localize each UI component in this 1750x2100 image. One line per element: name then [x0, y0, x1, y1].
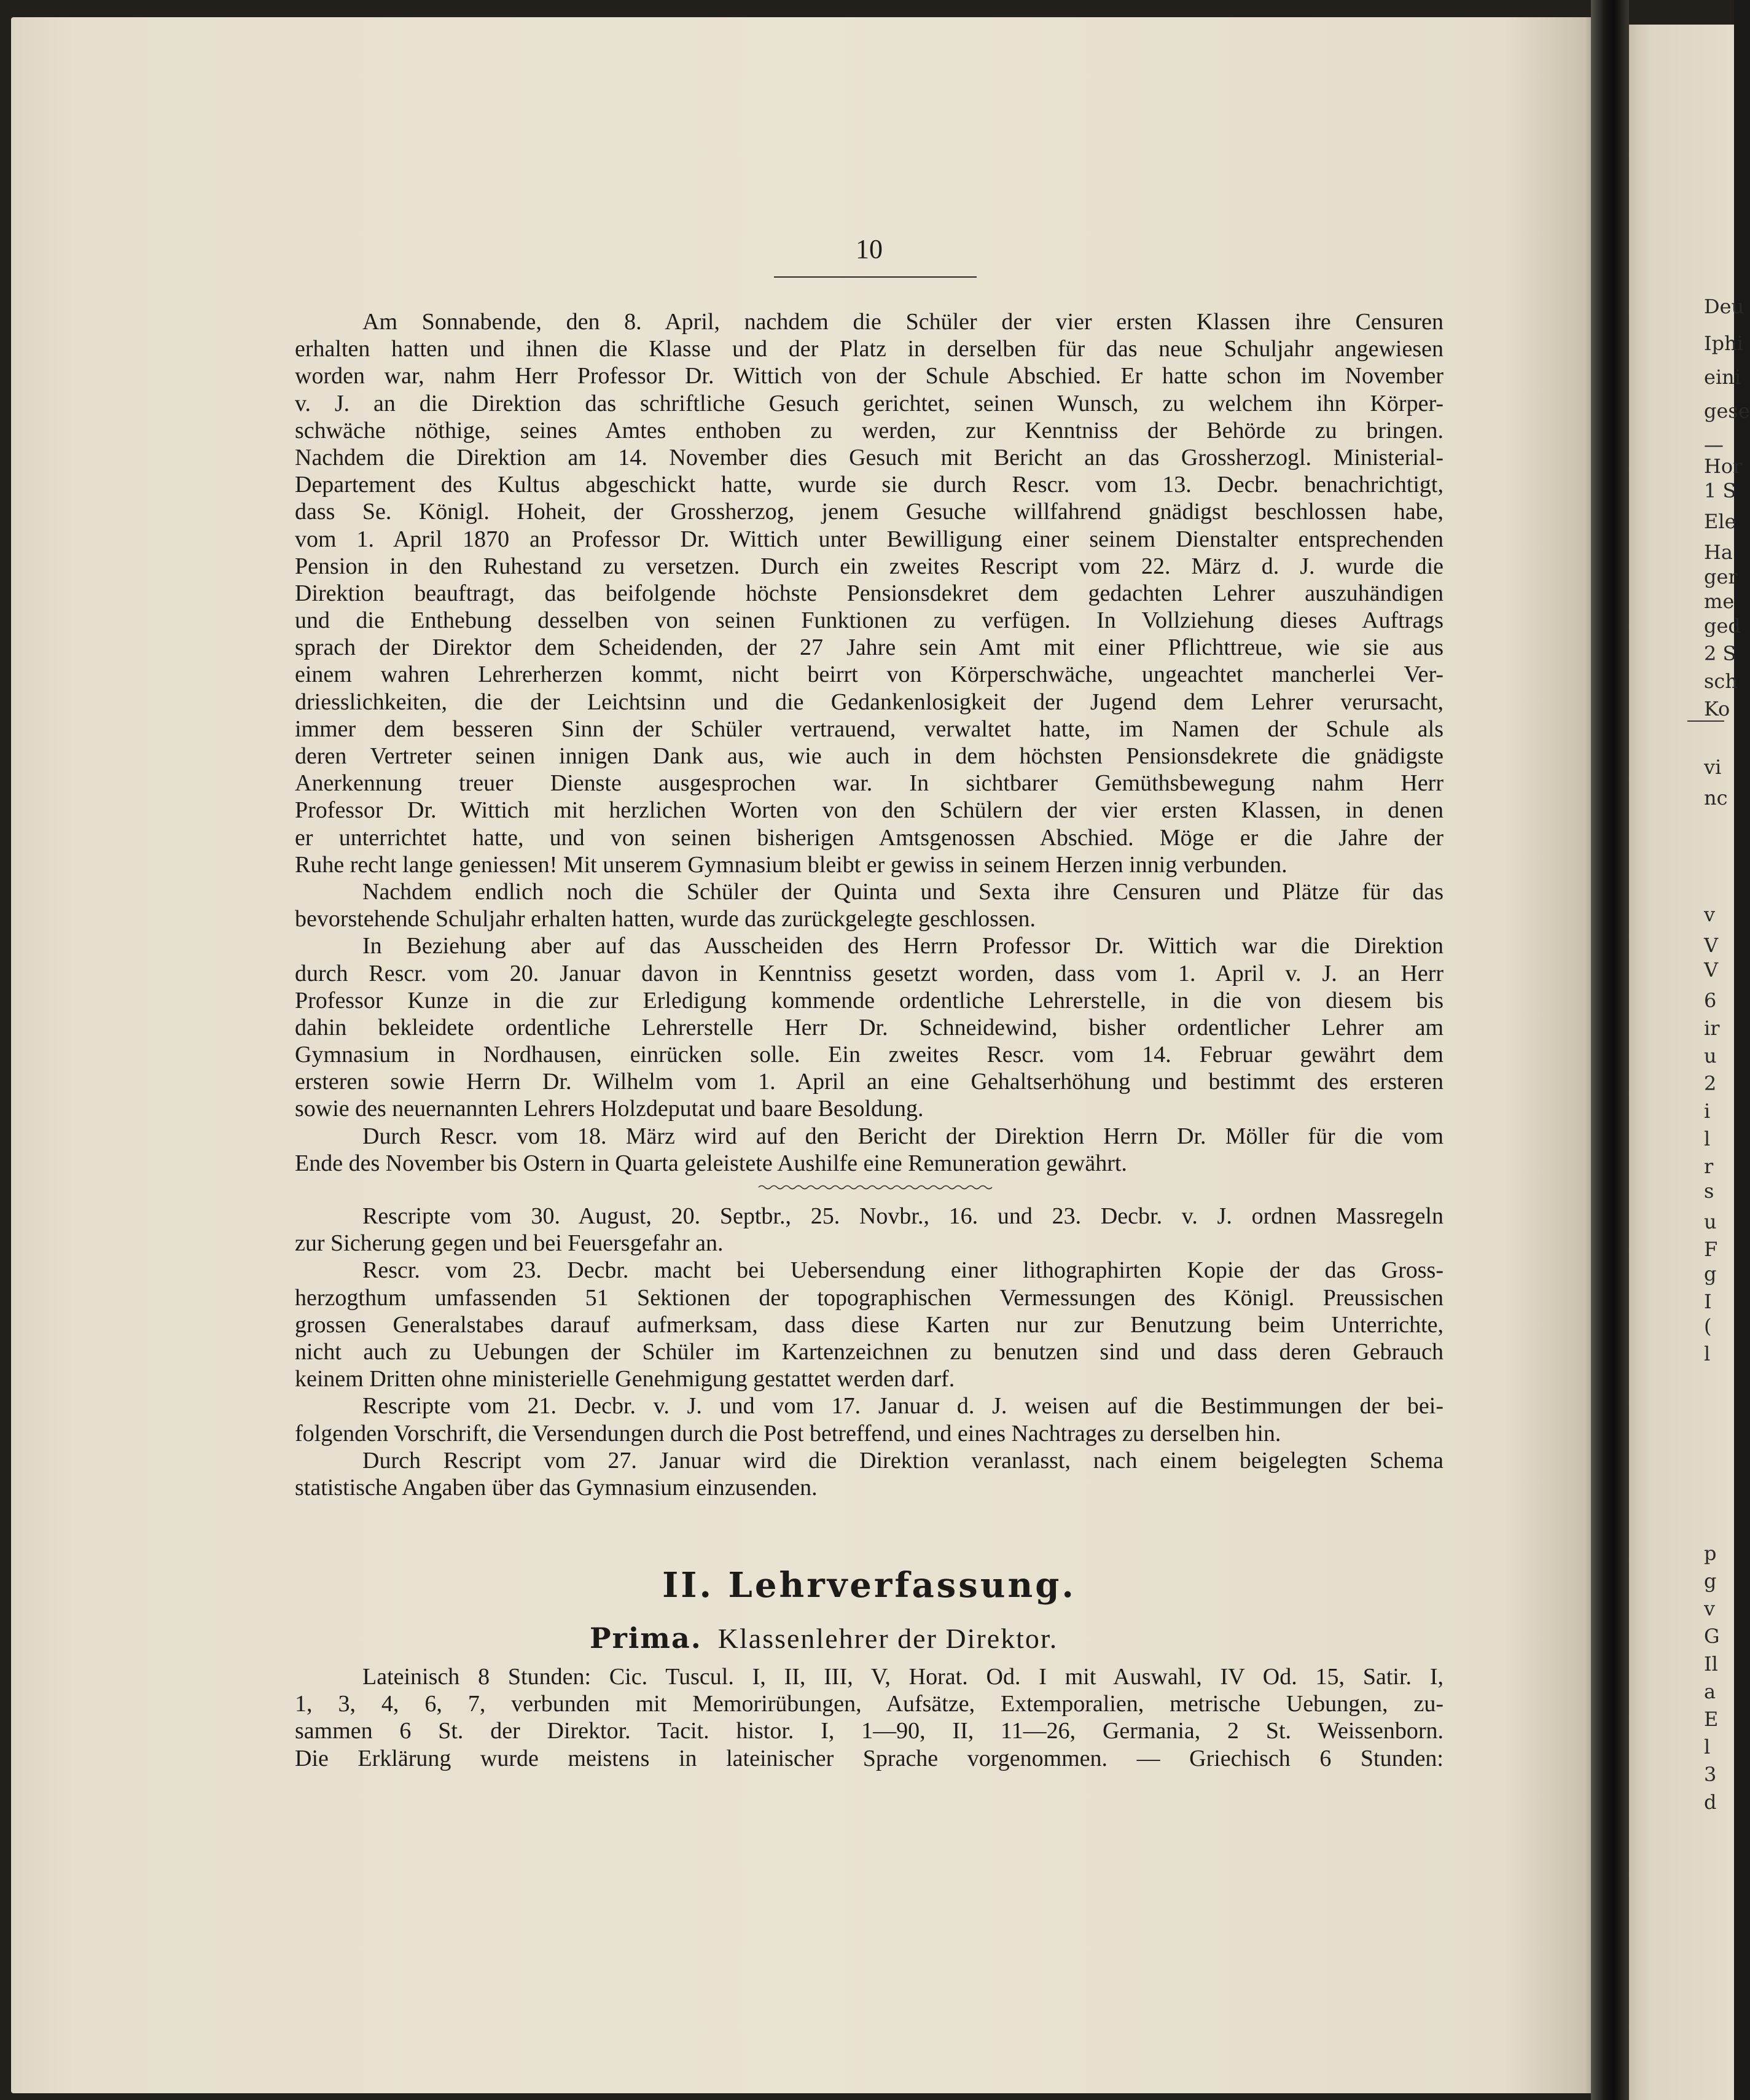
- class-name: Prima.: [590, 1622, 702, 1655]
- text-line: dass Se. Königl. Hoheit, der Grossherzog, jenem Gesuche willfahrend gnädigst beschlossen habe,: [295, 499, 1443, 525]
- right-page-fragment: u: [1704, 1044, 1717, 1068]
- right-page-fragment: v: [1704, 1597, 1716, 1620]
- text-line: statistische Angaben über das Gymnasium einzusenden.: [295, 1474, 818, 1501]
- text-line: keinem Dritten ohne ministerielle Genehmigung gestattet werden darf.: [295, 1366, 955, 1392]
- right-page-fragment: E: [1704, 1708, 1719, 1731]
- text-line: Gymnasium in Nordhausen, einrücken solle. Ein zweites Rescr. vom 14. Februar gewährt dem: [295, 1042, 1443, 1068]
- text-line: vom 1. April 1870 an Professor Dr. Wittich unter Bewilligung einer seinem Dienstalter entsprechenden: [295, 526, 1443, 552]
- text-line: herzogthum umfassenden 51 Sektionen der topographischen Vermessungen des Königl. Preussischen: [295, 1284, 1443, 1311]
- text-line: folgenden Vorschrift, die Versendungen durch die Post betreffend, und eines Nachtrages zu derselben hin.: [295, 1420, 1281, 1446]
- text-line: driesslichkeiten, die der Leichtsinn und die Gedankenlosigkeit der Jugend dem Lehrer verursacht,: [295, 689, 1443, 715]
- right-page-fragment: —: [1704, 433, 1724, 456]
- right-page-fragment: i: [1704, 1099, 1711, 1123]
- right-page-fragment: I: [1704, 1290, 1712, 1313]
- right-page-fragment: 1 S: [1704, 479, 1736, 502]
- right-page-fragment: s: [1704, 1179, 1714, 1203]
- text-line: Durch Rescript vom 27. Januar wird die Direktion veranlasst, nach einem beigelegten Schema: [362, 1447, 1443, 1474]
- right-page-fragment: ger: [1704, 565, 1738, 588]
- right-page-fragment: 6: [1704, 989, 1717, 1012]
- page-number: 10: [856, 234, 883, 264]
- class-heading: [590, 1622, 1058, 1655]
- text-line: Ende des November bis Ostern in Quarta geleistete Aushilfe eine Remuneration gewährt.: [295, 1150, 1127, 1176]
- text-line: zur Sicherung gegen und bei Feuersgefahr an.: [295, 1230, 724, 1257]
- right-page-fragment: 3: [1704, 1763, 1717, 1786]
- text-block-curriculum: [295, 1663, 1443, 1772]
- right-page-fragment: Ele: [1704, 510, 1736, 533]
- text-line: Durch Rescr. vom 18. März wird auf den Bericht der Direktion Herrn Dr. Möller für die vom: [362, 1123, 1443, 1149]
- right-page-fragment: r: [1704, 1155, 1714, 1178]
- right-page-fragment: v: [1704, 903, 1716, 926]
- text-line: sowie des neuernannten Lehrers Holzdeputat und baare Besoldung.: [295, 1096, 924, 1122]
- book-gutter: [1591, 0, 1629, 2100]
- text-line: In Beziehung aber auf das Ausscheiden des Herrn Professor Dr. Wittich war die Direktion: [362, 933, 1443, 959]
- text-line: immer dem besseren Sinn der Schüler vertrauend, verwaltet hatte, im Namen der Schule als: [295, 716, 1443, 742]
- text-line: Lateinisch 8 Stunden: Cic. Tuscul. I, II, III, V, Horat. Od. I mit Auswahl, IV Od. 15, Satir. I,: [362, 1664, 1443, 1690]
- right-page-fragment: p: [1704, 1542, 1717, 1565]
- text-line: Professor Dr. Wittich mit herzlichen Worten von den Schülern der vier ersten Klassen, in denen: [295, 797, 1443, 824]
- text-line: schwäche nöthige, seines Amtes enthoben zu werden, zur Kenntniss der Behörde zu bringen.: [295, 417, 1443, 443]
- text-line: Rescripte vom 30. August, 20. Septbr., 25. Novbr., 16. und 23. Decbr. v. J. ordnen Massregeln: [362, 1203, 1443, 1229]
- text-line: Pension in den Ruhestand zu versetzen. Durch ein zweites Rescript vom 22. März d. J. wurde die: [295, 553, 1443, 579]
- text-line: v. J. an die Direktion das schriftliche Gesuch gerichtet, seinen Wunsch, zu welchem ihn Körper-: [295, 390, 1443, 416]
- right-page-rule: [1687, 720, 1724, 722]
- text-line: bevorstehende Schuljahr erhalten hatten, wurde das zurückgelegte geschlossen.: [295, 906, 1036, 932]
- right-page-fragment: a: [1704, 1680, 1716, 1703]
- right-page-fragment: eini: [1704, 365, 1741, 389]
- right-page-fragment: me: [1704, 590, 1735, 613]
- text-block-rescripts: [295, 1203, 1443, 1501]
- text-line: deren Vertreter seinen innigen Dank aus, wie auch in dem höchsten Pensionsdekrete die gnädigste: [295, 743, 1443, 769]
- text-line: Ruhe recht lange geniessen! Mit unserem Gymnasium bleibt er gewiss in seinem Herzen innig verbunden.: [295, 851, 1287, 878]
- right-page-fragment: sch: [1704, 669, 1738, 693]
- text-line: er unterrichtet hatte, und von seinen bisherigen Amtsgenossen Abschied. Möge er die Jahre der: [295, 824, 1443, 851]
- text-line: dahin bekleidete ordentliche Lehrerstelle Herr Dr. Schneidewind, bisher ordentlicher Lehrer am: [295, 1014, 1443, 1040]
- right-page-fragment: 2 S: [1704, 642, 1736, 665]
- right-page-fragment: gese: [1704, 399, 1750, 423]
- text-line: sprach der Direktor dem Scheidenden, der 27 Jahre sein Amt mit einer Pflichttreue, wie sie aus: [295, 634, 1443, 661]
- wavy-divider: [759, 1184, 992, 1190]
- right-page-fragment: Hor: [1704, 455, 1743, 478]
- text-line: 1, 3, 4, 6, 7, verbunden mit Memorirübungen, Aufsätze, Extemporalien, metrische Uebungen, zu-: [295, 1691, 1443, 1717]
- right-page-fragment: l: [1704, 1735, 1711, 1758]
- right-page-fragment: d: [1704, 1790, 1717, 1814]
- text-block-top: [295, 308, 1443, 1177]
- text-line: Nachdem die Direktion am 14. November dies Gesuch mit Bericht an das Grossherzogl. Ministerial-: [295, 444, 1443, 470]
- right-page-fragment: (: [1704, 1314, 1712, 1338]
- right-page-fragment: F: [1704, 1238, 1718, 1261]
- text-line: und die Enthebung desselben von seinen Funktionen zu verfügen. In Vollziehung dieses Auftrags: [295, 607, 1443, 634]
- right-page-edge: [1629, 25, 1750, 2100]
- right-page-fragment: l: [1704, 1127, 1711, 1150]
- text-line: Rescr. vom 23. Decbr. macht bei Uebersendung einer lithographirten Kopie der das Gross-: [362, 1257, 1443, 1284]
- right-page-fragment: u: [1704, 1210, 1717, 1233]
- right-page-fragment: Iphi: [1704, 332, 1743, 355]
- text-line: nicht auch zu Uebungen der Schüler im Kartenzeichnen zu benutzen sind und dass deren Gebrauch: [295, 1338, 1443, 1365]
- text-line: durch Rescr. vom 20. Januar davon in Kenntniss gesetzt worden, dass vom 1. April v. J. an Herr: [295, 960, 1443, 986]
- text-line: sammen 6 St. der Direktor. Tacit. histor. I, 1—90, II, 11—26, Germania, 2 St. Weissenborn.: [295, 1718, 1443, 1744]
- page-number-rule: [774, 276, 977, 278]
- section-heading: II. Lehrverfassung.: [662, 1565, 1076, 1606]
- right-page-fragment: ir: [1704, 1017, 1720, 1040]
- right-page-fragment: G: [1704, 1625, 1720, 1648]
- right-page-fragment: l: [1704, 1342, 1711, 1365]
- text-line: einem wahren Lehrerherzen kommt, nicht beirrt von Körperschwäche, ungeachtet mancherlei Ver-: [295, 662, 1443, 688]
- right-page-fragment: nc: [1704, 786, 1728, 810]
- text-line: Rescripte vom 21. Decbr. v. J. und vom 17. Januar d. J. weisen auf die Bestimmungen der bei-: [362, 1393, 1443, 1419]
- text-line: Anerkennung treuer Dienste ausgesprochen war. In sichtbarer Gemüthsbewegung nahm Herr: [295, 770, 1443, 797]
- text-line: erhalten hatten und ihnen die Klasse und der Platz in derselben für das neue Schuljahr angewiesen: [295, 336, 1443, 362]
- right-page-fragment: vi: [1704, 755, 1722, 779]
- text-line: Professor Kunze in die zur Erledigung kommende ordentliche Lehrerstelle, in die von diesem bis: [295, 987, 1443, 1013]
- text-line: worden war, nahm Herr Professor Dr. Wittich von der Schule Abschied. Er hatte schon im November: [295, 363, 1443, 389]
- text-line: ersteren sowie Herrn Dr. Wilhelm vom 1. April an eine Gehaltserhöhung und bestimmt des ersteren: [295, 1069, 1443, 1095]
- text-line: grossen Generalstabes darauf aufmerksam, dass diese Karten nur zur Benutzung beim Unterrichte,: [295, 1311, 1443, 1338]
- right-page-fragment: Ko: [1704, 697, 1730, 720]
- text-line: Die Erklärung wurde meistens in lateinischer Sprache vorgenommen. — Griechisch 6 Stunden:: [295, 1745, 1443, 1771]
- text-line: Am Sonnabende, den 8. April, nachdem die Schüler der vier ersten Klassen ihre Censuren: [362, 309, 1443, 335]
- class-teacher: Klassenlehrer der Direktor.: [717, 1623, 1058, 1654]
- right-page-fragment: V: [1704, 934, 1719, 957]
- text-line: Nachdem endlich noch die Schüler der Quinta und Sexta ihre Censuren und Plätze für das: [362, 878, 1443, 905]
- text-line: Departement des Kultus abgeschickt hatte, wurde sie durch Rescr. vom 13. Decbr. benachrichtigt,: [295, 472, 1443, 498]
- right-page-fragment: ged: [1704, 614, 1741, 638]
- right-page-fragment: Deu: [1704, 295, 1744, 318]
- text-line: Direktion beauftragt, das beifolgende höchste Pensionsdekret dem gedachten Lehrer auszuhändigen: [295, 580, 1443, 606]
- right-page-fragment: g: [1704, 1569, 1717, 1593]
- right-page-fragment: 2: [1704, 1072, 1717, 1095]
- right-page-fragment: V: [1704, 958, 1719, 982]
- right-page-fragment: Ha: [1704, 541, 1733, 564]
- right-page-fragment: g: [1704, 1262, 1717, 1286]
- right-page-fragment: Il: [1704, 1652, 1718, 1676]
